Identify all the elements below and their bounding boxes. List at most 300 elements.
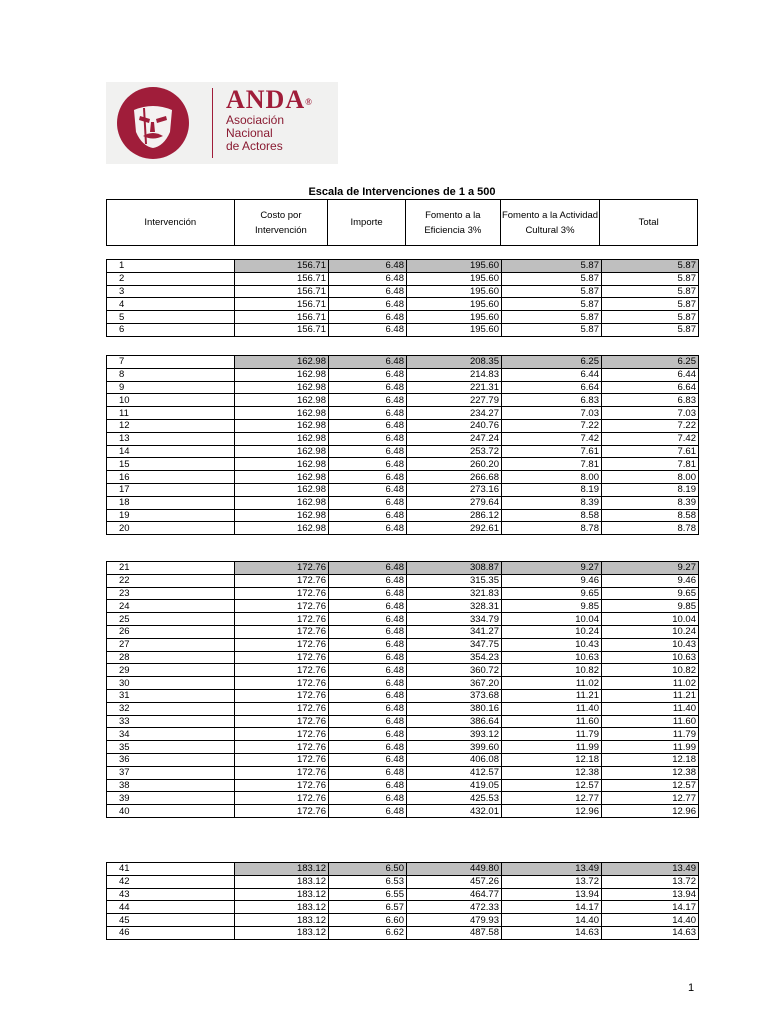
table-cell: 13.49	[602, 863, 699, 876]
table-cell: 172.76	[235, 625, 329, 638]
table-row	[107, 664, 699, 677]
table-cell: 227.79	[407, 394, 502, 407]
table-cell: 14.40	[502, 914, 602, 927]
table-row	[107, 901, 699, 914]
table-cell: 195.60	[407, 311, 502, 324]
table-cell: 156.71	[235, 311, 329, 324]
table-cell: 11.21	[502, 689, 602, 702]
table-cell: 6.48	[329, 766, 407, 779]
table-cell: 5.87	[602, 285, 699, 298]
table-cell: 10.43	[502, 638, 602, 651]
header-total: Total	[638, 217, 659, 228]
table-row	[107, 562, 699, 575]
table-cell: 5.87	[602, 272, 699, 285]
table-cell: 341.27	[407, 625, 502, 638]
table-cell: 6.48	[329, 574, 407, 587]
table-cell: 46	[107, 926, 235, 939]
table-cell: 8.00	[502, 471, 602, 484]
table-cell: 6.57	[329, 901, 407, 914]
table-row	[107, 432, 699, 445]
table-cell: 286.12	[407, 509, 502, 522]
table-cell: 37	[107, 766, 235, 779]
table-cell: 172.76	[235, 792, 329, 805]
table-row	[107, 875, 699, 888]
header-fomento-cultural: Fomento a la Actividad Cultural 3%	[501, 200, 601, 245]
header-importe: Importe	[328, 200, 406, 245]
table-cell: 13.94	[602, 888, 699, 901]
table-row	[107, 805, 699, 818]
table-cell: 6.48	[329, 587, 407, 600]
table-cell: 11.02	[502, 677, 602, 690]
table-cell: 162.98	[235, 458, 329, 471]
table-cell: 292.61	[407, 522, 502, 535]
table-cell: 21	[107, 562, 235, 575]
table-cell: 6.48	[329, 471, 407, 484]
table-row	[107, 381, 699, 394]
table-cell: 266.68	[407, 471, 502, 484]
table-cell: 10.43	[602, 638, 699, 651]
intervention-group-table	[106, 862, 699, 940]
table-cell: 10.24	[502, 625, 602, 638]
table-cell: 6.48	[329, 753, 407, 766]
table-cell: 172.76	[235, 587, 329, 600]
table-row	[107, 741, 699, 754]
table-row	[107, 779, 699, 792]
table-cell: 6.48	[329, 600, 407, 613]
table-cell: 406.08	[407, 753, 502, 766]
table-cell: 32	[107, 702, 235, 715]
table-cell: 380.16	[407, 702, 502, 715]
table-cell: 43	[107, 888, 235, 901]
table-cell: 28	[107, 651, 235, 664]
table-cell: 8.58	[502, 509, 602, 522]
table-cell: 6.48	[329, 323, 407, 336]
table-cell: 8.39	[502, 496, 602, 509]
table-cell: 13.49	[502, 863, 602, 876]
page-number: 1	[688, 982, 695, 994]
table-cell: 183.12	[235, 863, 329, 876]
table-cell: 6.48	[329, 356, 407, 369]
table-cell: 6.62	[329, 926, 407, 939]
table-cell: 13	[107, 432, 235, 445]
table-row	[107, 260, 699, 273]
table-cell: 457.26	[407, 875, 502, 888]
table-cell: 321.83	[407, 587, 502, 600]
table-cell: 156.71	[235, 260, 329, 273]
logo-line-1: Asociación	[226, 113, 285, 127]
table-cell: 14	[107, 445, 235, 458]
table-cell: 5.87	[602, 311, 699, 324]
table-cell: 10.04	[602, 613, 699, 626]
table-cell: 5.87	[502, 285, 602, 298]
table-cell: 12.57	[602, 779, 699, 792]
table-cell: 7.42	[502, 432, 602, 445]
table-cell: 7.61	[602, 445, 699, 458]
table-cell: 44	[107, 901, 235, 914]
header-intervencion: Intervención	[107, 200, 235, 245]
table-cell: 6.50	[329, 863, 407, 876]
table-cell: 5.87	[502, 260, 602, 273]
table-cell: 6.48	[329, 664, 407, 677]
table-cell: 386.64	[407, 715, 502, 728]
table-cell: 5.87	[502, 272, 602, 285]
table-cell: 195.60	[407, 323, 502, 336]
table-cell: 36	[107, 753, 235, 766]
table-cell: 315.35	[407, 574, 502, 587]
table-cell: 399.60	[407, 741, 502, 754]
table-cell: 8.78	[502, 522, 602, 535]
logo-divider	[212, 88, 213, 158]
table-cell: 7.61	[502, 445, 602, 458]
table-cell: 13.72	[502, 875, 602, 888]
table-row	[107, 323, 699, 336]
table-cell: 195.60	[407, 298, 502, 311]
table-row	[107, 311, 699, 324]
table-cell: 253.72	[407, 445, 502, 458]
table-cell: 6.48	[329, 625, 407, 638]
table-cell: 10.24	[602, 625, 699, 638]
table-cell: 9.27	[602, 562, 699, 575]
table-cell: 7.81	[502, 458, 602, 471]
table-cell: 35	[107, 741, 235, 754]
table-cell: 7	[107, 356, 235, 369]
logo-line-2: Nacional	[226, 126, 273, 140]
table-cell: 172.76	[235, 715, 329, 728]
table-cell: 13.72	[602, 875, 699, 888]
table-cell: 172.76	[235, 728, 329, 741]
table-cell: 5.87	[602, 298, 699, 311]
table-cell: 172.76	[235, 664, 329, 677]
table-cell: 6.83	[602, 394, 699, 407]
table-cell: 162.98	[235, 419, 329, 432]
table-cell: 12.77	[602, 792, 699, 805]
table-cell: 11.99	[602, 741, 699, 754]
table-row	[107, 651, 699, 664]
table-row	[107, 298, 699, 311]
table-cell: 240.76	[407, 419, 502, 432]
table-cell: 487.58	[407, 926, 502, 939]
table-cell: 12.38	[602, 766, 699, 779]
table-cell: 412.57	[407, 766, 502, 779]
table-cell: 7.22	[602, 419, 699, 432]
table-cell: 6.48	[329, 272, 407, 285]
table-row	[107, 792, 699, 805]
table-cell: 23	[107, 587, 235, 600]
table-cell: 5.87	[502, 311, 602, 324]
table-cell: 9.46	[602, 574, 699, 587]
table-row	[107, 613, 699, 626]
table-cell: 6.48	[329, 311, 407, 324]
table-cell: 11.99	[502, 741, 602, 754]
table-cell: 360.72	[407, 664, 502, 677]
table-row	[107, 407, 699, 420]
table-cell: 308.87	[407, 562, 502, 575]
table-cell: 8	[107, 368, 235, 381]
table-cell: 9.85	[602, 600, 699, 613]
table-cell: 162.98	[235, 356, 329, 369]
table-cell: 162.98	[235, 407, 329, 420]
table-row	[107, 458, 699, 471]
table-cell: 8.19	[602, 483, 699, 496]
table-cell: 12.18	[502, 753, 602, 766]
table-cell: 6.60	[329, 914, 407, 927]
logo-brand: ANDA	[226, 85, 306, 114]
table-cell: 4	[107, 298, 235, 311]
table-cell: 195.60	[407, 285, 502, 298]
table-cell: 9.65	[502, 587, 602, 600]
header-fomento-eficiencia: Fomento a la Eficiencia 3%	[406, 200, 501, 245]
document-title: Escala de Intervenciones de 1 a 500	[308, 186, 496, 198]
table-row	[107, 471, 699, 484]
table-cell: 354.23	[407, 651, 502, 664]
registered-mark: ®	[305, 97, 313, 107]
table-cell: 27	[107, 638, 235, 651]
table-cell: 6.44	[602, 368, 699, 381]
table-cell: 6.48	[329, 779, 407, 792]
table-cell: 11.79	[502, 728, 602, 741]
table-cell: 172.76	[235, 651, 329, 664]
table-cell: 29	[107, 664, 235, 677]
table-cell: 12.96	[502, 805, 602, 818]
table-cell: 162.98	[235, 381, 329, 394]
table-cell: 12.57	[502, 779, 602, 792]
table-cell: 42	[107, 875, 235, 888]
table-row	[107, 419, 699, 432]
table-cell: 5.87	[602, 260, 699, 273]
table-cell: 6.48	[329, 702, 407, 715]
table-cell: 6.48	[329, 651, 407, 664]
table-cell: 13.94	[502, 888, 602, 901]
table-cell: 14.63	[602, 926, 699, 939]
table-cell: 6.44	[502, 368, 602, 381]
table-cell: 14.63	[502, 926, 602, 939]
table-row	[107, 926, 699, 939]
table-cell: 6.48	[329, 298, 407, 311]
table-cell: 6.48	[329, 496, 407, 509]
table-row	[107, 715, 699, 728]
table-cell: 8.78	[602, 522, 699, 535]
table-row	[107, 285, 699, 298]
table-cell: 183.12	[235, 875, 329, 888]
table-cell: 9.85	[502, 600, 602, 613]
anda-logo	[106, 82, 338, 164]
table-row	[107, 600, 699, 613]
table-row	[107, 445, 699, 458]
table-cell: 156.71	[235, 323, 329, 336]
table-cell: 347.75	[407, 638, 502, 651]
table-cell: 6.48	[329, 368, 407, 381]
table-cell: 183.12	[235, 901, 329, 914]
table-row	[107, 483, 699, 496]
table-cell: 172.76	[235, 562, 329, 575]
table-cell: 172.76	[235, 600, 329, 613]
table-cell: 12.96	[602, 805, 699, 818]
table-cell: 6	[107, 323, 235, 336]
table-row	[107, 496, 699, 509]
table-cell: 1	[107, 260, 235, 273]
table-row	[107, 766, 699, 779]
table-cell: 162.98	[235, 483, 329, 496]
table-cell: 45	[107, 914, 235, 927]
table-cell: 273.16	[407, 483, 502, 496]
table-cell: 34	[107, 728, 235, 741]
table-cell: 5.87	[502, 323, 602, 336]
table-row	[107, 888, 699, 901]
table-cell: 472.33	[407, 901, 502, 914]
table-cell: 367.20	[407, 677, 502, 690]
table-cell: 7.03	[602, 407, 699, 420]
table-cell: 221.31	[407, 381, 502, 394]
table-cell: 183.12	[235, 926, 329, 939]
table-cell: 12.77	[502, 792, 602, 805]
table-cell: 6.64	[602, 381, 699, 394]
table-cell: 7.22	[502, 419, 602, 432]
table-row	[107, 368, 699, 381]
table-cell: 7.81	[602, 458, 699, 471]
table-cell: 373.68	[407, 689, 502, 702]
table-cell: 12	[107, 419, 235, 432]
table-cell: 6.48	[329, 509, 407, 522]
table-cell: 6.48	[329, 458, 407, 471]
table-cell: 6.48	[329, 394, 407, 407]
table-cell: 6.48	[329, 285, 407, 298]
table-cell: 6.48	[329, 445, 407, 458]
table-cell: 24	[107, 600, 235, 613]
table-cell: 6.53	[329, 875, 407, 888]
table-cell: 6.48	[329, 562, 407, 575]
header-costo: Costo por Intervención	[235, 200, 329, 245]
table-cell: 11.02	[602, 677, 699, 690]
table-cell: 11	[107, 407, 235, 420]
table-row	[107, 728, 699, 741]
table-cell: 20	[107, 522, 235, 535]
table-cell: 6.55	[329, 888, 407, 901]
table-cell: 156.71	[235, 298, 329, 311]
table-cell: 6.48	[329, 689, 407, 702]
table-cell: 172.76	[235, 753, 329, 766]
table-cell: 334.79	[407, 613, 502, 626]
table-row	[107, 574, 699, 587]
table-cell: 11.79	[602, 728, 699, 741]
table-row	[107, 689, 699, 702]
table-cell: 10.63	[502, 651, 602, 664]
table-row	[107, 587, 699, 600]
table-cell: 14.40	[602, 914, 699, 927]
table-cell: 5.87	[502, 298, 602, 311]
table-cell: 40	[107, 805, 235, 818]
logo-line-3: de Actores	[226, 139, 283, 153]
table-cell: 9.27	[502, 562, 602, 575]
table-cell: 11.60	[502, 715, 602, 728]
table-cell: 172.76	[235, 574, 329, 587]
table-cell: 419.05	[407, 779, 502, 792]
table-cell: 8.39	[602, 496, 699, 509]
table-cell: 9.46	[502, 574, 602, 587]
table-cell: 11.60	[602, 715, 699, 728]
table-row	[107, 914, 699, 927]
table-cell: 479.93	[407, 914, 502, 927]
table-cell: 162.98	[235, 509, 329, 522]
table-cell: 172.76	[235, 677, 329, 690]
table-cell: 260.20	[407, 458, 502, 471]
table-cell: 234.27	[407, 407, 502, 420]
table-row	[107, 356, 699, 369]
table-cell: 162.98	[235, 368, 329, 381]
table-cell: 172.76	[235, 702, 329, 715]
table-cell: 2	[107, 272, 235, 285]
table-cell: 6.48	[329, 432, 407, 445]
intervention-group-table	[106, 355, 699, 535]
table-cell: 38	[107, 779, 235, 792]
theater-mask-icon	[116, 86, 190, 160]
table-cell: 10.04	[502, 613, 602, 626]
table-cell: 208.35	[407, 356, 502, 369]
table-cell: 432.01	[407, 805, 502, 818]
table-cell: 8.00	[602, 471, 699, 484]
table-cell: 10.82	[602, 664, 699, 677]
table-row	[107, 863, 699, 876]
table-cell: 16	[107, 471, 235, 484]
table-cell: 7.42	[602, 432, 699, 445]
table-cell: 162.98	[235, 394, 329, 407]
table-cell: 247.24	[407, 432, 502, 445]
table-cell: 6.48	[329, 715, 407, 728]
table-cell: 11.21	[602, 689, 699, 702]
table-cell: 6.48	[329, 728, 407, 741]
table-cell: 5.87	[602, 323, 699, 336]
table-cell: 25	[107, 613, 235, 626]
table-row	[107, 522, 699, 535]
table-cell: 9	[107, 381, 235, 394]
table-cell: 6.48	[329, 805, 407, 818]
table-cell: 162.98	[235, 445, 329, 458]
table-cell: 183.12	[235, 888, 329, 901]
table-cell: 162.98	[235, 522, 329, 535]
table-cell: 6.83	[502, 394, 602, 407]
table-cell: 425.53	[407, 792, 502, 805]
table-cell: 172.76	[235, 805, 329, 818]
table-cell: 214.83	[407, 368, 502, 381]
table-cell: 6.48	[329, 792, 407, 805]
table-cell: 30	[107, 677, 235, 690]
table-cell: 6.25	[602, 356, 699, 369]
table-cell: 156.71	[235, 285, 329, 298]
table-cell: 279.64	[407, 496, 502, 509]
table-cell: 33	[107, 715, 235, 728]
table-cell: 14.17	[602, 901, 699, 914]
table-cell: 11.40	[502, 702, 602, 715]
table-cell: 8.19	[502, 483, 602, 496]
table-cell: 3	[107, 285, 235, 298]
table-cell: 11.40	[602, 702, 699, 715]
table-cell: 6.48	[329, 483, 407, 496]
table-cell: 183.12	[235, 914, 329, 927]
table-cell: 195.60	[407, 260, 502, 273]
logo-wordmark	[226, 86, 313, 153]
table-cell: 10.82	[502, 664, 602, 677]
table-cell: 6.48	[329, 613, 407, 626]
table-cell: 17	[107, 483, 235, 496]
table-cell: 172.76	[235, 613, 329, 626]
table-cell: 195.60	[407, 272, 502, 285]
table-cell: 9.65	[602, 587, 699, 600]
intervention-group-table	[106, 561, 699, 818]
table-cell: 18	[107, 496, 235, 509]
table-row	[107, 272, 699, 285]
table-row	[107, 625, 699, 638]
table-cell: 172.76	[235, 741, 329, 754]
table-cell: 172.76	[235, 638, 329, 651]
